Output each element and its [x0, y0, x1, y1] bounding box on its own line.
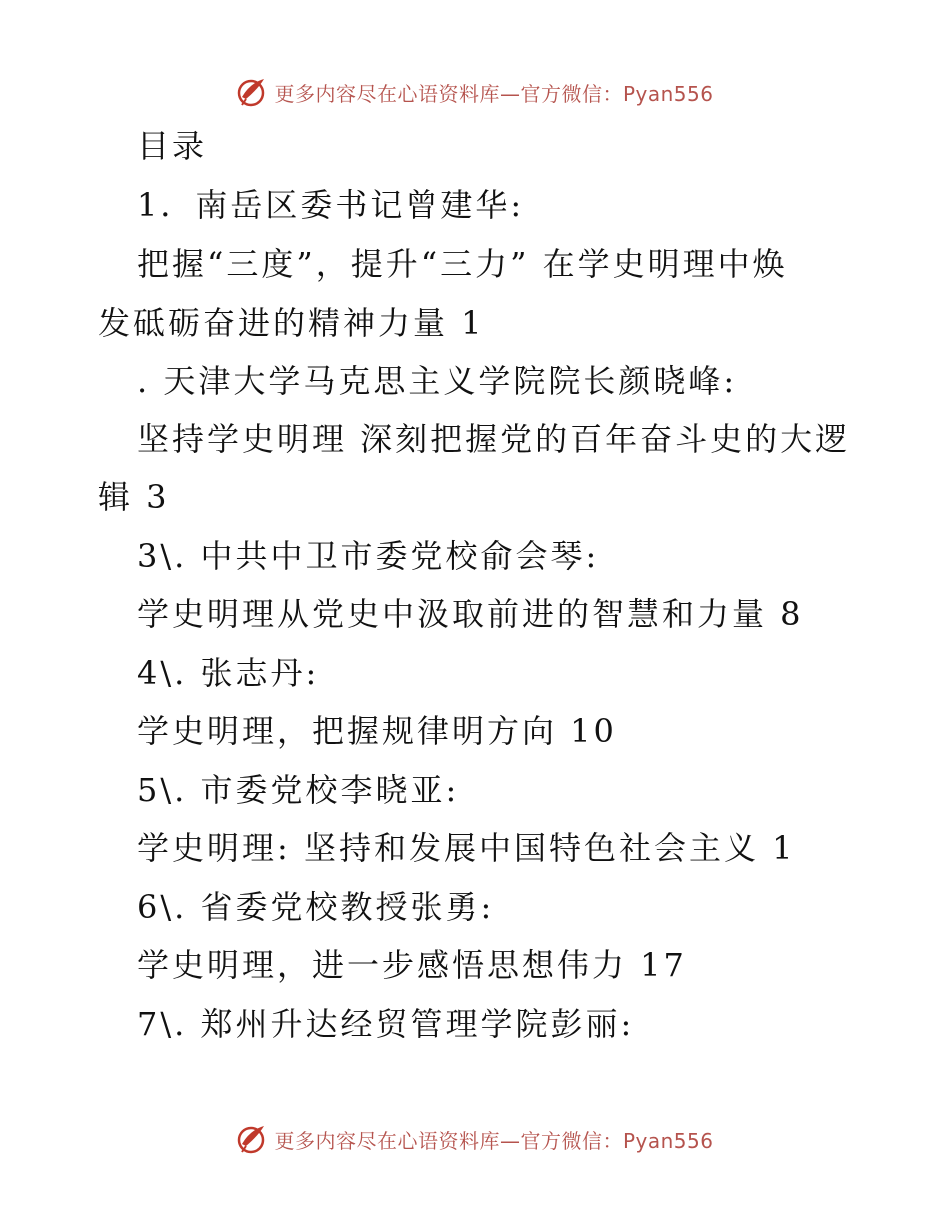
toc-line: 学史明理从党史中汲取前进的智慧和力量 8: [137, 595, 804, 633]
toc-line: 6\. 省委党校教授张勇:: [137, 888, 495, 926]
toc-line: 发砥砺奋进的精神力量 1: [98, 304, 485, 342]
toc-line: 坚持学史明理 深刻把握党的百年奋斗史的大逻: [137, 420, 851, 458]
toc-line: 5\. 市委党校李晓亚:: [137, 771, 460, 809]
toc-line: 学史明理，把握规律明方向 10: [137, 712, 617, 750]
toc-line: 7\. 郑州升达经贸管理学院彭丽:: [137, 1005, 635, 1043]
toc-line: 4\. 张志丹:: [137, 654, 320, 692]
footer-watermark-text: 更多内容尽在心语资料库—官方微信：Pyan556: [274, 1128, 714, 1153]
header-watermark: [0, 72, 950, 112]
toc-line: 1．南岳区委书记曾建华:: [137, 186, 525, 224]
toc-line: 学史明理，进一步感悟思想伟力 17: [137, 946, 687, 984]
toc-line: 把握“三度”，提升“三力” 在学史明理中焕: [137, 245, 788, 283]
toc-heading: 目录: [137, 127, 208, 165]
pen-logo-icon: [236, 75, 270, 109]
toc-line: . 天津大学马克思主义学院院长颜晓峰:: [137, 362, 738, 400]
toc-line: 辑 3: [98, 478, 170, 516]
footer-watermark: [0, 1119, 950, 1159]
toc-line: 3\. 中共中卫市委党校俞会琴:: [137, 537, 600, 575]
header-watermark-text: 更多内容尽在心语资料库—官方微信：Pyan556: [274, 81, 714, 106]
pen-logo-icon: [236, 1122, 270, 1156]
toc-line: 学史明理: 坚持和发展中国特色社会主义 1: [137, 829, 796, 867]
